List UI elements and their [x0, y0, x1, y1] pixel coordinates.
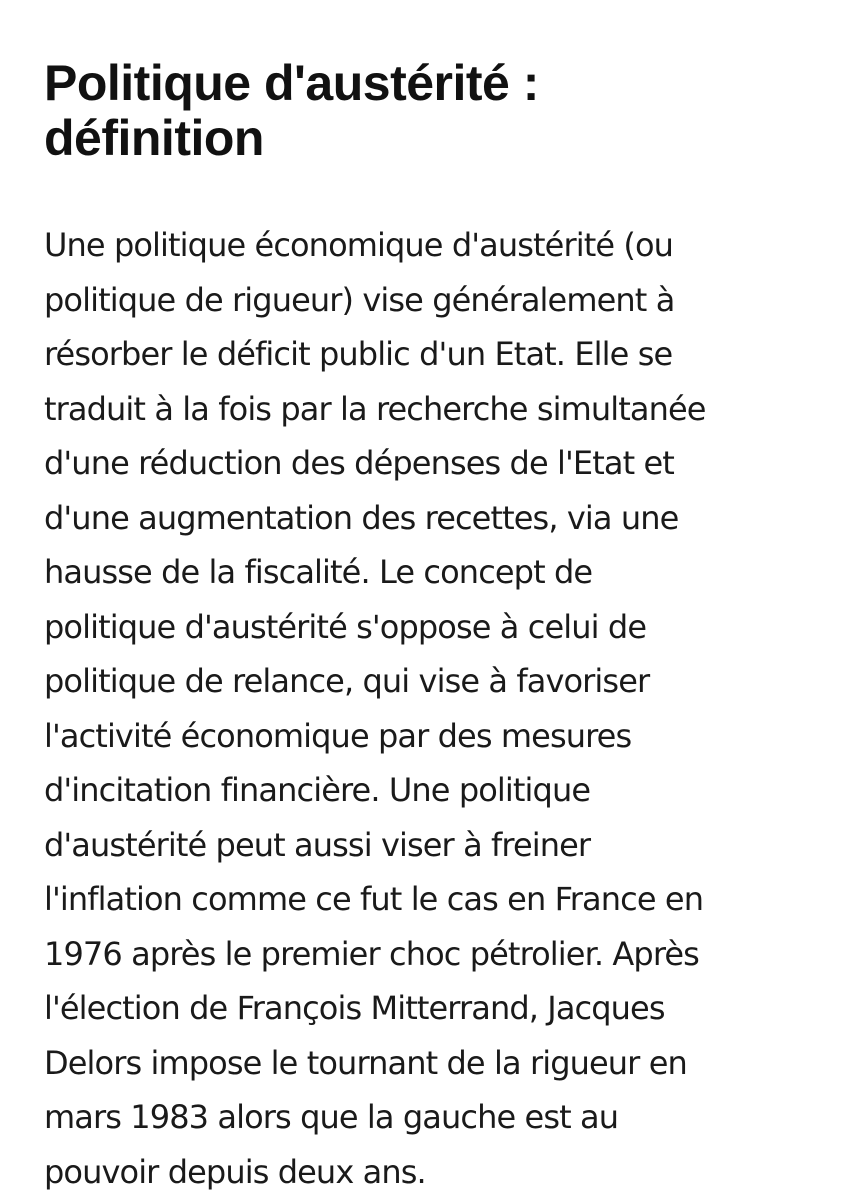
body-line: Une politique économique d'austérité (ou	[44, 226, 674, 264]
body-line: d'incitation financière. Une politique	[44, 771, 591, 809]
body-line: traduit à la fois par la recherche simultanée	[44, 389, 706, 428]
body-line: résorber le déficit public d'un Etat. Elle se	[44, 335, 673, 373]
body-line: l'activité économique par des mesures	[44, 716, 632, 755]
body-line: politique de relance, qui vise à favoriser	[44, 662, 650, 700]
body-line: 1976 après le premier choc pétrolier. Après	[44, 934, 699, 973]
body-line: pouvoir depuis deux ans.	[44, 1152, 426, 1191]
body-line: hausse de la fiscalité. Le concept de	[44, 553, 593, 591]
article	[44, 56, 834, 1199]
body-line: Delors impose le tournant de la rigueur en	[44, 1043, 687, 1082]
body-line: l'élection de François Mitterrand, Jacques	[44, 989, 665, 1027]
body-line: mars 1983 alors que la gauche est au	[44, 1098, 619, 1136]
article-body	[44, 218, 834, 1199]
body-line: d'austérité peut aussi viser à freiner	[44, 825, 591, 864]
article-title-line: définition	[44, 110, 264, 166]
article-title-line: Politique d'austérité :	[44, 55, 539, 111]
body-line: l'inflation comme ce fut le cas en France en	[44, 880, 704, 918]
body-line: politique d'austérité s'oppose à celui de	[44, 607, 647, 646]
body-line: politique de rigueur) vise généralement à	[44, 280, 675, 319]
body-line: d'une réduction des dépenses de l'Etat et	[44, 444, 674, 482]
article-title	[44, 56, 834, 166]
body-line: d'une augmentation des recettes, via une	[44, 498, 679, 537]
